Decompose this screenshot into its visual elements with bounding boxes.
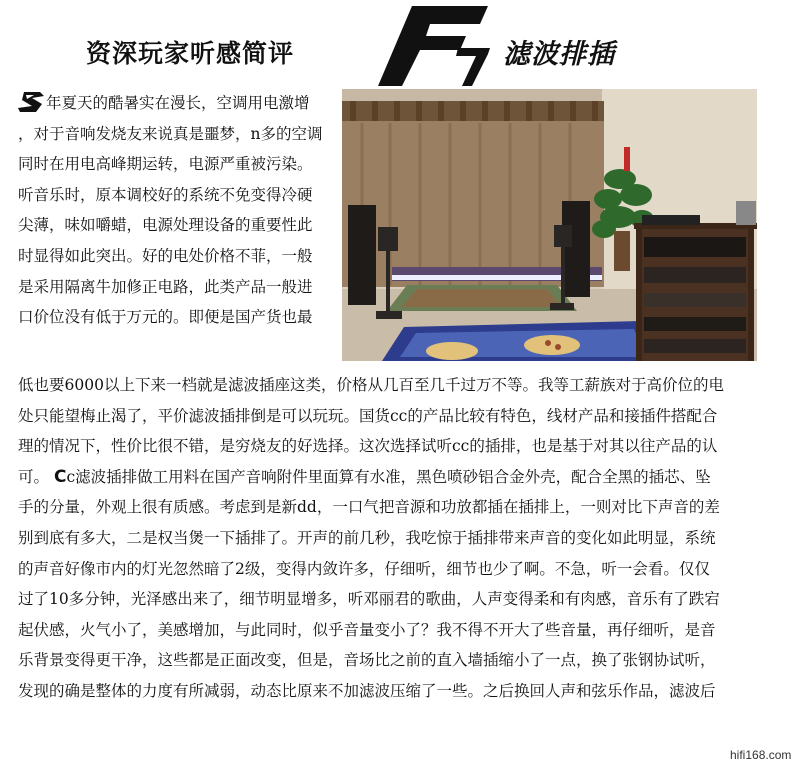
page-header (0, 0, 802, 88)
text-line: 时显得如此突出。好的电处价格不菲，一般 (18, 246, 313, 265)
text-line: 手的分量，外观上很有质感。考虑到是新dd，一口气把音源和功放都插在插排上，一则对比下声音的差 (18, 498, 720, 517)
dropcap-c: C (53, 466, 67, 487)
text-line: 乐背景变得更干净，这些都是正面改变，但是，音场比之前的直入墙插缩小了一点，换了张钢协试听， (18, 651, 716, 670)
product-title: 滤波排插 (503, 39, 615, 70)
text-line: 是采用隔离牛加修正电路，此类产品一般进 (18, 277, 313, 296)
text-line: 处只能望梅止渴了，平价滤波插排倒是可以玩玩。国货cc的产品比较有特色，线材产品和接插件搭配合 (18, 406, 718, 425)
text-line: 过了10多分钟，光泽感出来了，细节明显增多，听邓丽君的歌曲，人声变得柔和有肉感，音乐有了跌宕 (18, 590, 720, 609)
text-line-content: c滤波插排做工用料在国产音响附件里面算有水准，黑色喷砂铝合金外壳，配合全黑的插芯、坠 (66, 467, 711, 486)
text-line: 口价位没有低于万元的。即便是国产货也最 (18, 308, 313, 327)
text-line: 的声音好像市内的灯光忽然暗了2级，变得内敛许多，仔细听，细节也少了啊。不急，听一会看。仅仅 (18, 559, 710, 578)
text-line: 尖薄，味如嚼蜡，电源处理设备的重要性此 (18, 216, 313, 235)
text-line: 发现的确是整体的力度有所减弱，动态比原来不加滤波压缩了一些。之后换回人声和弦乐作品，滤波后 (18, 681, 716, 700)
text-line: 听音乐时，原本调校好的系统不免变得冷硬 (18, 185, 313, 204)
f7-logo (372, 4, 494, 88)
dropcap-s-logo (18, 90, 46, 114)
text-line: 低也要6000以上下来一档就是滤波插座这类，价格从几百至几千过万不等。我等工薪族对于高价位的电 (18, 376, 724, 394)
site-watermark: hifi168.com (730, 748, 792, 762)
page-title: 资深玩家听感简评 (86, 39, 295, 68)
text-line-content: 年夏天的酷暑实在漫长，空调用电激增 (46, 94, 310, 112)
text-line: 起伏感，火气小了，美感增加，与此同时，似乎音量变小了？我不得不开大了些音量，再仔细听，是音 (18, 620, 716, 639)
article-body (18, 370, 780, 707)
text-line (18, 88, 338, 119)
listening-room-photo (342, 89, 757, 361)
text-line: 理的情况下，性价比很不错，是穷烧友的好选择。这次选择试听cc的插排，也是基于对其以往产品的认 (18, 437, 718, 456)
text-line-content: 可。 (18, 467, 50, 486)
article-intro (18, 88, 338, 333)
text-line: ，对于音响发烧友来说真是噩梦，n多的空调 (18, 124, 323, 143)
text-line: 同时在用电高峰期运转，电源严重被污染。 (18, 155, 313, 174)
text-line: 别到底有多大，二是权当煲一下插排了。开声的前几秒，我吃惊于插排带来声音的变化如此明显，系统 (18, 528, 716, 547)
text-line (18, 462, 780, 493)
